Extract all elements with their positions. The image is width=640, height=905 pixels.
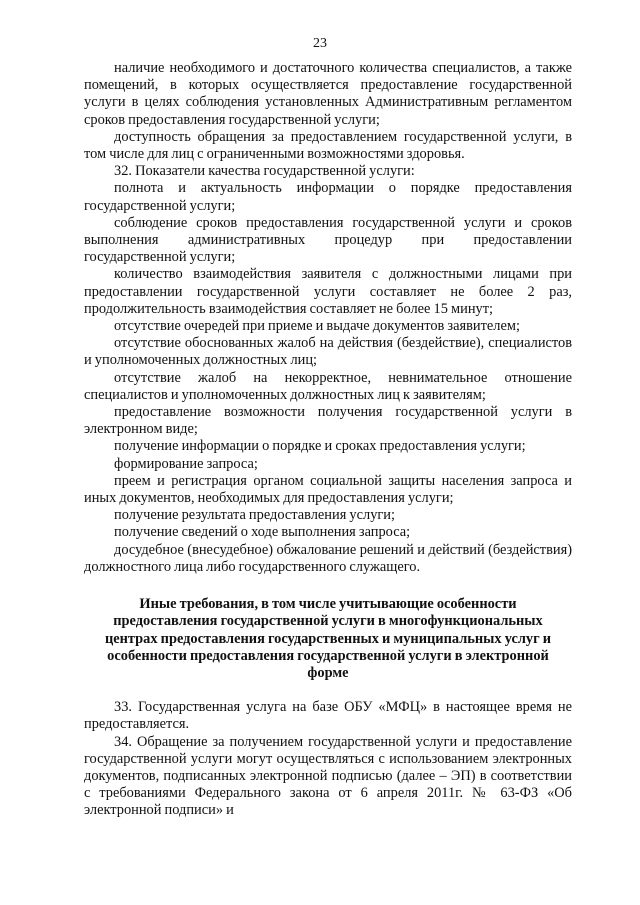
paragraph: предоставление возможности получения государственной услуги в электронном виде; [84,404,572,438]
paragraph-item-32: 32. Показатели качества государственной услуги: [114,163,415,180]
paragraph: отсутствие очередей при приеме и выдаче документов заявителем; [114,318,520,335]
page-number: 23 [313,36,327,51]
paragraph-item-33: 33. Государственная услуга на базе ОБУ «МФЦ» в настоящее время не предоставляется. [84,699,572,733]
paragraph: получение результата предоставления услуги; [114,507,395,524]
paragraph: отсутствие жалоб на некорректное, невнимательное отношение специалистов и уполномоченных должностных лиц к заявителям; [84,369,572,403]
paragraph: полнота и актуальность информации о порядке предоставления государственной услуги; [84,180,572,214]
paragraph: получение информации о порядке и сроках предоставления услуги; [114,438,526,455]
paragraph: отсутствие обоснованных жалоб на действия (бездействие), специалистов и уполномоченных должностных лиц; [84,335,572,369]
paragraph: формирование запроса; [114,455,258,472]
paragraph-item-34: 34. Обращение за получением государственной услуги и предоставление государственной услуги могут осуществляться с использованием электронных документов, подписанных электронной подписью (далее – ЭП) в соответствии с требованиями Федерального закона от 6 апреля 2011г. № 63-ФЗ «Об электронной подписи» и [84,733,572,819]
paragraph: количество взаимодействия заявителя с должностными лицами при предоставлении государственной услуги составляет не более 2 раз, продолжительность взаимодействия составляет не более 15 минут; [84,266,572,317]
paragraph: соблюдение сроков предоставления государственной услуги и сроков выполнения административных процедур при предоставлении государственной услуги; [84,214,572,266]
paragraph: досудебное (внесудебное) обжалование решений и действий (бездействия) должностного лица либо государственного служащего. [84,541,572,575]
document-body [84,60,572,820]
paragraph: доступность обращения за предоставлением государственной услуги, в том числе для лиц с ограниченными возможностями здоровья. [84,128,572,163]
paragraph: преем и регистрация органом социальной защиты населения запроса и иных документов, необходимых для предоставления услуги; [84,472,572,507]
paragraph: наличие необходимого и достаточного количества специалистов, а также помещений, в которых осуществляется предоставление государственной услуги в целях соблюдения установленных Административным регламентом сроков предоставления государственной услуги; [84,60,572,128]
section-heading: Иные требования, в том числе учитывающие особенности предоставления государственной услуги в многофункциональных центрах предоставления государственных и муниципальных услуг и особенности предоставления государственной услуги в электронной форме [104,596,552,681]
paragraph: получение сведений о ходе выполнения запроса; [114,524,411,541]
